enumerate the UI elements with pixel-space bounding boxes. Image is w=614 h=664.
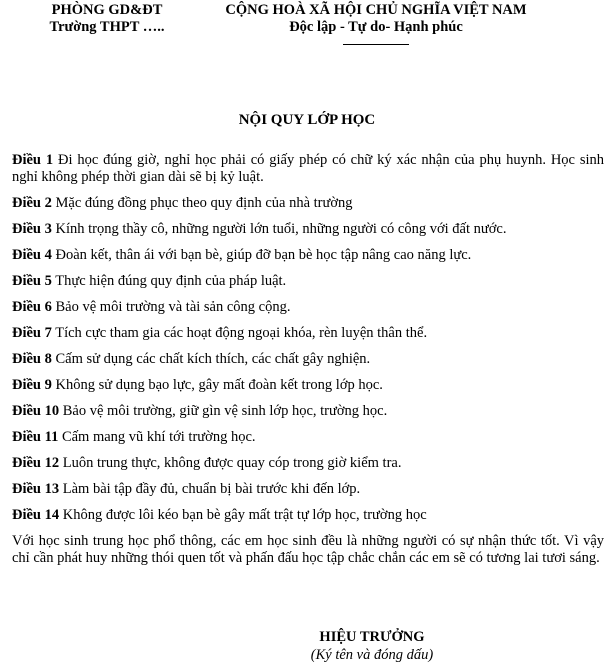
rule-item — [12, 481, 604, 498]
rule-text: Không được lôi kéo bạn bè gây mất trật tự lớp học, trường học — [59, 507, 427, 523]
closing-paragraph: Với học sinh trung học phổ thông, các em học sinh đều là những người có sự nhận thức tốt. Vì vậy chỉ cần phát huy những thói quen tốt và phấn đấu học tập chắc chắn các em sẽ có tương lai tươi sáng. — [12, 533, 604, 566]
rule-label: Điều 14 — [12, 507, 60, 523]
rule-item — [12, 507, 604, 524]
rule-item — [12, 299, 604, 316]
rule-item — [12, 377, 604, 394]
signature-note: (Ký tên và đóng dấu) — [310, 647, 434, 663]
rule-item — [12, 273, 604, 290]
rule-label: Điều 4 — [12, 247, 52, 263]
rule-label: Điều 3 — [12, 221, 52, 237]
rule-item — [12, 247, 604, 264]
signature-block — [272, 628, 472, 664]
national-title: CỘNG HOÀ XÃ HỘI CHỦ NGHĨA VIỆT NAM — [225, 2, 527, 18]
rule-text: Mặc đúng đồng phục theo quy định của nhà trường — [51, 195, 353, 211]
rule-text: Đoàn kết, thân ái với bạn bè, giúp đỡ bạn bè học tập nâng cao năng lực. — [51, 247, 472, 263]
rule-text: Bảo vệ môi trường và tài sản công cộng. — [51, 299, 291, 315]
rule-label: Điều 11 — [12, 429, 59, 445]
rule-label: Điều 8 — [12, 351, 52, 367]
rule-text: Cấm sử dụng các chất kích thích, các chất gây nghiện. — [51, 351, 371, 367]
rule-item — [12, 429, 604, 446]
rule-label: Điều 10 — [12, 403, 60, 419]
rule-label: Điều 5 — [12, 273, 52, 289]
principal-title: HIỆU TRƯỞNG — [319, 629, 425, 645]
motto-underline — [343, 44, 409, 45]
rule-text: Tích cực tham gia các hoạt động ngoại khóa, rèn luyện thân thể. — [51, 325, 428, 341]
rule-text: Đi học đúng giờ, nghỉ học phải có giấy phép có chữ ký xác nhận của phụ huynh. Học sinh nghỉ không phép thời gian dài sẽ bị kỷ luật. — [12, 152, 605, 185]
header-left — [22, 2, 192, 36]
rule-text: Bảo vệ môi trường, giữ gìn vệ sinh lớp học, trường học. — [59, 403, 388, 419]
rule-text: Thực hiện đúng quy định của pháp luật. — [51, 273, 287, 289]
rule-item — [12, 221, 604, 238]
rule-item — [12, 351, 604, 368]
rule-text: Làm bài tập đầy đủ, chuẩn bị bài trước khi đến lớp. — [59, 481, 361, 497]
rule-text: Cấm mang vũ khí tới trường học. — [58, 429, 256, 445]
rule-item — [12, 195, 604, 212]
national-motto: Độc lập - Tự do- Hạnh phúc — [289, 19, 463, 35]
header-right — [218, 2, 534, 45]
rule-item — [12, 455, 604, 472]
document-title: NỘI QUY LỚP HỌC — [238, 112, 376, 128]
rule-label: Điều 12 — [12, 455, 60, 471]
rule-text: Không sử dụng bạo lực, gây mất đoàn kết trong lớp học. — [51, 377, 383, 393]
rule-label: Điều 7 — [12, 325, 52, 341]
school-name: Trường THPT ….. — [49, 19, 165, 35]
rule-text: Kính trọng thầy cô, những người lớn tuổi, những người có công với đất nước. — [51, 221, 507, 237]
rules-list — [12, 152, 604, 567]
rule-item — [12, 152, 604, 186]
rule-item — [12, 403, 604, 420]
rule-label: Điều 6 — [12, 299, 52, 315]
rule-text: Luôn trung thực, không được quay cóp trong giờ kiểm tra. — [59, 455, 402, 471]
rule-label: Điều 2 — [12, 195, 52, 211]
rule-item — [12, 325, 604, 342]
rule-label: Điều 1 — [12, 152, 54, 168]
department-name: PHÒNG GD&ĐT — [51, 2, 163, 18]
rule-label: Điều 13 — [12, 481, 60, 497]
rule-label: Điều 9 — [12, 377, 52, 393]
